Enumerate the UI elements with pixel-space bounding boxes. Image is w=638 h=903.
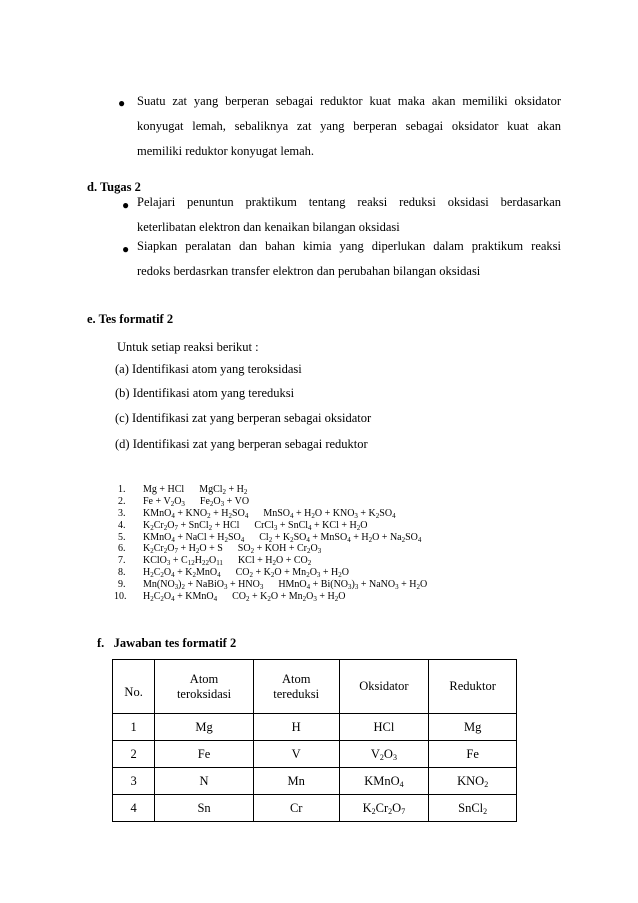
table-row: 2 Fe V $V_2O_3$ Fe <box>113 741 517 768</box>
reaction-list <box>114 484 498 604</box>
header-atom-teroksidasi: Atom teroksidasi <box>155 660 254 714</box>
cell-formula: $K_2Cr_2O_7$ <box>339 795 429 822</box>
reaction-equation: $Fe + V_2O_3$ $Fe_2O_3$ + VO <box>143 495 250 508</box>
task-c: (c) Identifikasi zat yang berperan sebagai oksidator <box>115 411 372 425</box>
task-item-1: Pelajari penuntun praktikum tentang reaksi reduksi oksidasi berdasarkan keterlibatan elektron dan kenaikan bilangan oksidasi <box>137 195 561 234</box>
bullet-marker: ● <box>122 198 130 212</box>
answer-table <box>112 659 517 822</box>
reaction-row: 2. $Fe + V_2O_3$ $Fe_2O_3$ + VO <box>118 495 250 508</box>
reaction-equation: $K_2Cr_2O_7$ + SnCl$_2$ + HCl CrCl$_3$ + SnCl$_4$ + KCl + $H_2O$ <box>143 519 368 532</box>
reaction-equation: $Mn(NO_3)_2$ + NaBiO$_3$ + $HNO_3$ HMnO$_4$ + $Bi(NO_3)_3$ + NaNO$_3$ + $H_2O$ <box>143 579 428 592</box>
cell-formula: $V_2O_3$ <box>339 741 429 768</box>
cell-formula: SnCl$_2$ <box>429 795 517 822</box>
reaction-row: 7. KClO$_3$ + $C_{12}H_{22}O_{11}$ KCl + $H_2O + CO_2$ <box>118 555 312 568</box>
task-a: (a) Identifikasi atom yang teroksidasi <box>115 362 302 376</box>
cell-formula: KMnO$_4$ <box>339 768 429 795</box>
section-d-heading: d. Tugas 2 <box>87 180 141 194</box>
reaction-row: 1. Mg + HCl MgCl$_2$ + $H_2$ <box>118 484 248 496</box>
reaction-row: 4. $K_2Cr_2O_7$ + SnCl$_2$ + HCl CrCl$_3$ + SnCl$_4$ + KCl + $H_2O$ <box>118 519 368 532</box>
reaction-row: 6. $K_2Cr_2O_7 + H_2O + S$ $SO_2$ + KOH + $Cr_2O_3$ <box>118 543 322 556</box>
reaction-row: 5. KMnO$_4$ + NaCl + $H_2SO_4$ $Cl_2 + K_2SO_4$ + MnSO$_4$ + $H_2O + Na_2SO_4$ <box>118 531 422 544</box>
reaction-equation: Mg + HCl MgCl$_2$ + $H_2$ <box>143 484 248 496</box>
test-intro: Untuk setiap reaksi berikut : <box>117 340 259 354</box>
table-row: 4 Sn Cr $K_2Cr_2O_7$ SnCl$_2$ <box>113 795 517 822</box>
bullet-marker: ● <box>122 242 130 256</box>
reaction-equation: KMnO$_4$ + NaCl + $H_2SO_4$ $Cl_2 + K_2SO_4$ + MnSO$_4$ + $H_2O + Na_2SO_4$ <box>143 531 422 544</box>
header-oksidator: Oksidator <box>339 660 429 714</box>
header-no: No. <box>113 660 155 714</box>
reaction-row: 3. KMnO$_4$ + $KNO_2 + H_2SO_4$ MnSO$_4$ + $H_2O + KNO_3 + K_2SO_4$ <box>118 507 396 520</box>
reaction-equation: KMnO$_4$ + $KNO_2 + H_2SO_4$ MnSO$_4$ + $H_2O + KNO_3 + K_2SO_4$ <box>143 507 396 520</box>
table-row: 3 N Mn KMnO$_4$ $KNO_2$ <box>113 768 517 795</box>
reaction-equation: $H_2C_2O_4$ + KMnO$_4$ $CO_2 + K_2O + Mn_2O_3 + H_2O$ <box>143 591 346 604</box>
cell-formula: $KNO_2$ <box>429 768 517 795</box>
paragraph-reduktor-kuat: Suatu zat yang berperan sebagai reduktor kuat maka akan memiliki oksidator konyugat lemah, sebaliknya zat yang berperan sebagai oksidator kuat akan memiliki reduktor konyugat lemah. <box>137 94 561 158</box>
header-reduktor: Reduktor <box>429 660 517 714</box>
section-e-heading: e. Tes formatif 2 <box>87 312 174 326</box>
reaction-row: 10. $H_2C_2O_4$ + KMnO$_4$ $CO_2 + K_2O + Mn_2O_3 + H_2O$ <box>114 591 346 604</box>
reaction-row: 9. $Mn(NO_3)_2$ + NaBiO$_3$ + $HNO_3$ HMnO$_4$ + $Bi(NO_3)_3$ + NaNO$_3$ + $H_2O$ <box>118 579 428 592</box>
reaction-equation: KClO$_3$ + $C_{12}H_{22}O_{11}$ KCl + $H_2O + CO_2$ <box>143 555 312 568</box>
reaction-equation: $H_2C_2O_4 + K_2MnO_4$ $CO_2 + K_2O + Mn_2O_3 + H_2O$ <box>143 567 350 580</box>
section-f-heading: f. Jawaban tes formatif 2 <box>97 636 237 650</box>
table-header-row <box>113 660 517 714</box>
header-atom-tereduksi: Atom tereduksi <box>253 660 339 714</box>
task-item-2: Siapkan peralatan dan bahan kimia yang diperlukan dalam praktikum reaksi redoks berdasrkan transfer elektron dan perubahan bilangan oksidasi <box>137 239 561 278</box>
task-b: (b) Identifikasi atom yang tereduksi <box>115 386 295 400</box>
reaction-equation: $K_2Cr_2O_7 + H_2O + S$ $SO_2$ + KOH + $Cr_2O_3$ <box>143 543 322 556</box>
bullet-marker: ● <box>118 96 126 110</box>
task-d: (d) Identifikasi zat yang berperan sebagai reduktor <box>115 437 368 451</box>
table-row: 1 Mg H HCl Mg <box>113 714 517 741</box>
reaction-row: 8. $H_2C_2O_4 + K_2MnO_4$ $CO_2 + K_2O + Mn_2O_3 + H_2O$ <box>118 567 350 580</box>
